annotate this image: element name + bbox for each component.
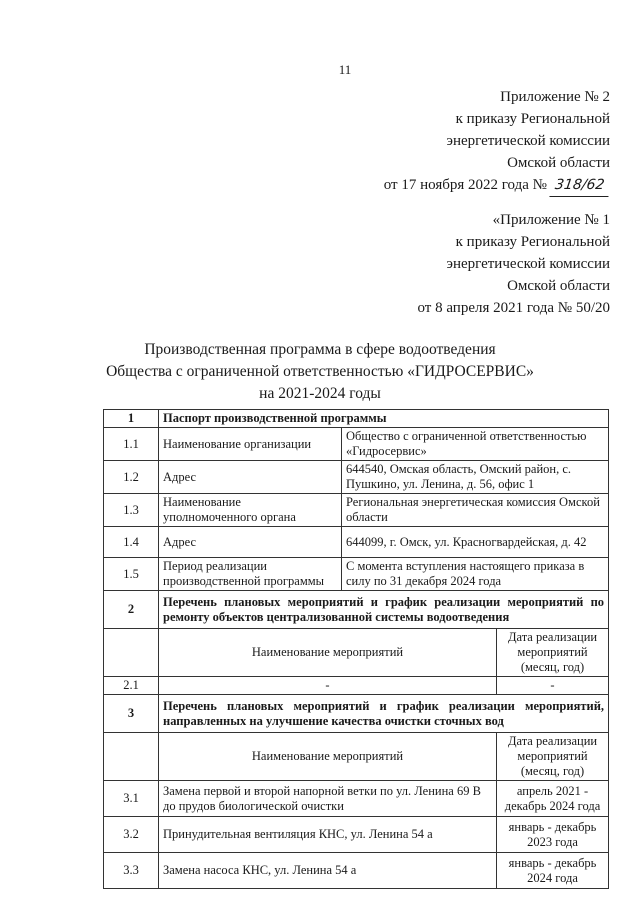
row-number: 3.2: [104, 817, 159, 853]
row-number: 1.1: [104, 428, 159, 461]
appendix-date-line: [384, 174, 610, 197]
appendix-date-prefix: от 17 ноября 2022 года №: [383, 177, 547, 193]
row-number: 3.3: [104, 853, 159, 889]
row-name: Принудительная вентиляция КНС, ул. Ленина 54 а: [159, 817, 497, 853]
title-line-1: Производственная программа в сфере водоотведения: [144, 341, 496, 358]
row-number: 3.1: [104, 781, 159, 817]
table-row: [104, 817, 609, 853]
column-header-date: Дата реализации мероприятий (месяц, год): [497, 733, 609, 781]
table-row: [104, 781, 609, 817]
appendix-line: от 8 апреля 2021 года № 50/20: [417, 300, 610, 316]
row-name: Замена насоса КНС, ул. Ленина 54 а: [159, 853, 497, 889]
section-3-header-row: [104, 695, 609, 733]
table-row: [104, 558, 609, 591]
appendix-line: Омской области: [507, 278, 610, 294]
empty-cell: [104, 629, 159, 677]
column-header-date: Дата реализации мероприятий (месяц, год): [497, 629, 609, 677]
appendix-line: энергетической комиссии: [446, 133, 610, 149]
appendix-header-old: [417, 209, 610, 319]
table-row: [104, 527, 609, 558]
row-label: Адрес: [159, 527, 342, 558]
table-row: [104, 461, 609, 494]
appendix-header-new: [384, 86, 610, 197]
title-line-2: Общества с ограниченной ответственностью «ГИДРОСЕРВИС»: [106, 363, 534, 380]
row-name: -: [159, 677, 497, 695]
appendix-line: «Приложение № 1: [492, 212, 610, 228]
title-line-3: на 2021-2024 годы: [259, 385, 381, 402]
section-title: Паспорт производственной программы: [159, 410, 609, 428]
handwritten-order-number: 318/62: [549, 174, 611, 197]
row-label: Период реализации производственной программы: [159, 558, 342, 591]
section-title: Перечень плановых мероприятий и график реализации мероприятий по ремонту объектов централизованной системы водоотведения: [159, 591, 609, 629]
production-program-table: [103, 409, 609, 889]
section-number: 3: [104, 695, 159, 733]
row-value: Региональная энергетическая комиссия Омской области: [342, 494, 609, 527]
page-number: 11: [338, 62, 352, 77]
row-label: Адрес: [159, 461, 342, 494]
row-name: Замена первой и второй напорной ветки по ул. Ленина 69 В до прудов биологической очистки: [159, 781, 497, 817]
appendix-line: к приказу Региональной: [455, 111, 610, 127]
table-row: [104, 494, 609, 527]
row-number: 2.1: [104, 677, 159, 695]
row-number: 1.4: [104, 527, 159, 558]
table-row: [104, 677, 609, 695]
row-value: Общество с ограниченной ответственностью «Гидросервис»: [342, 428, 609, 461]
row-date: январь - декабрь 2024 года: [497, 853, 609, 889]
row-value: 644099, г. Омск, ул. Красногвардейская, д. 42: [342, 527, 609, 558]
row-number: 1.3: [104, 494, 159, 527]
table-row: [104, 428, 609, 461]
row-label: Наименование уполномоченного органа: [159, 494, 342, 527]
appendix-line: энергетической комиссии: [446, 256, 610, 272]
column-header-name: Наименование мероприятий: [159, 733, 497, 781]
appendix-line: Омской области: [507, 155, 610, 171]
empty-cell: [104, 733, 159, 781]
column-header-name: Наименование мероприятий: [159, 629, 497, 677]
appendix-line: к приказу Региональной: [455, 234, 610, 250]
row-value: С момента вступления настоящего приказа в силу по 31 декабря 2024 года: [342, 558, 609, 591]
row-date: январь - декабрь 2023 года: [497, 817, 609, 853]
section-number: 1: [104, 410, 159, 428]
row-label: Наименование организации: [159, 428, 342, 461]
table-row: [104, 853, 609, 889]
column-header-row: [104, 733, 609, 781]
section-1-header-row: [104, 410, 609, 428]
section-title: Перечень плановых мероприятий и график реализации мероприятий, направленных на улучшение качества очистки сточных вод: [159, 695, 609, 733]
row-date: -: [497, 677, 609, 695]
document-title: [0, 339, 640, 405]
row-date: апрель 2021 - декабрь 2024 года: [497, 781, 609, 817]
row-number: 1.2: [104, 461, 159, 494]
section-2-header-row: [104, 591, 609, 629]
row-value: 644540, Омская область, Омский район, с. Пушкино, ул. Ленина, д. 56, офис 1: [342, 461, 609, 494]
column-header-row: [104, 629, 609, 677]
row-number: 1.5: [104, 558, 159, 591]
appendix-line: Приложение № 2: [500, 89, 610, 105]
section-number: 2: [104, 591, 159, 629]
